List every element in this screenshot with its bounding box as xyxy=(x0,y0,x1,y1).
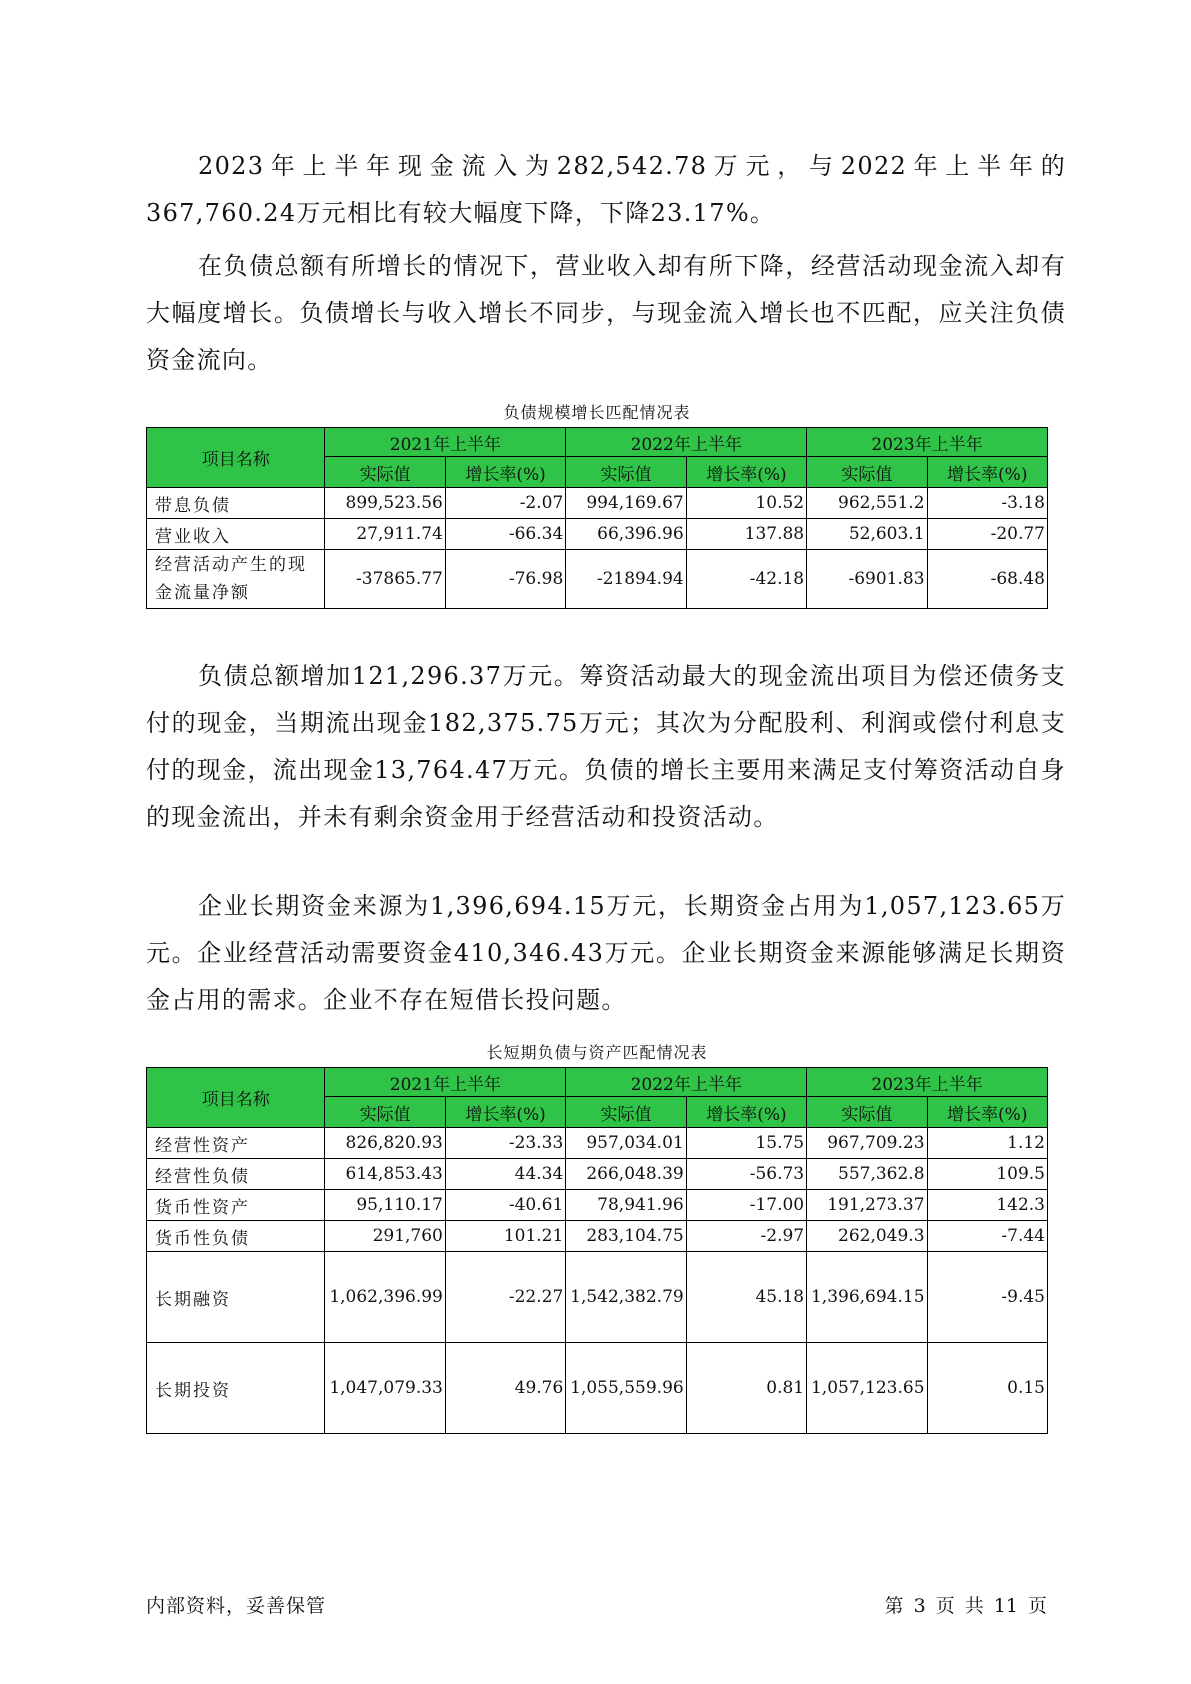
cell-value: 614,853.43 xyxy=(325,1159,445,1190)
cell-value: 283,104.75 xyxy=(566,1221,686,1252)
cell-value: 957,034.01 xyxy=(566,1128,686,1159)
cell-value: -6901.83 xyxy=(807,550,927,609)
footer-page-number: 第 3 页 共 11 页 xyxy=(884,1595,1047,1617)
cell-value: 10.52 xyxy=(686,488,806,519)
cell-value: -56.73 xyxy=(686,1159,806,1190)
cell-value: 962,551.2 xyxy=(807,488,927,519)
cell-value: 15.75 xyxy=(686,1128,806,1159)
header-year-2023: 2023年上半年 xyxy=(807,1068,1048,1097)
cell-value: 66,396.96 xyxy=(566,519,686,550)
cell-value: 95,110.17 xyxy=(325,1190,445,1221)
paragraph-liability-growth: 在负债总额有所增长的情况下，营业收入却有所下降，经营活动现金流入却有大幅度增长。负债增长与收入增长不同步，与现金流入增长也不匹配，应关注负债资金流向。 xyxy=(146,252,1066,374)
row-name: 长期投资 xyxy=(147,1343,325,1434)
cell-value: -66.34 xyxy=(445,519,565,550)
table-row xyxy=(147,1343,1048,1434)
row-name: 货币性负债 xyxy=(147,1221,325,1252)
table-row xyxy=(147,488,1048,519)
cell-value: -20.77 xyxy=(927,519,1047,550)
table-header-row xyxy=(147,428,1048,457)
header-year-2021: 2021年上半年 xyxy=(325,428,566,457)
cell-value: 1,047,079.33 xyxy=(325,1343,445,1434)
cell-value: -68.48 xyxy=(927,550,1047,609)
row-name: 营业收入 xyxy=(147,519,325,550)
header-growth: 增长率(%) xyxy=(445,1097,565,1128)
cell-value: 266,048.39 xyxy=(566,1159,686,1190)
table-row xyxy=(147,1221,1048,1252)
cell-value: 291,760 xyxy=(325,1221,445,1252)
header-growth: 增长率(%) xyxy=(445,457,565,488)
asset-liability-match-table xyxy=(146,1067,1048,1434)
header-growth: 增长率(%) xyxy=(686,1097,806,1128)
header-actual: 实际值 xyxy=(807,457,927,488)
cell-value: -2.07 xyxy=(445,488,565,519)
cell-value: -7.44 xyxy=(927,1221,1047,1252)
header-actual: 实际值 xyxy=(325,1097,445,1128)
cell-value: 52,603.1 xyxy=(807,519,927,550)
header-year-2022: 2022年上半年 xyxy=(566,1068,807,1097)
row-name: 货币性资产 xyxy=(147,1190,325,1221)
cell-value: 1,062,396.99 xyxy=(325,1252,445,1343)
cell-value: 109.5 xyxy=(927,1159,1047,1190)
table2-caption: 长短期负债与资产匹配情况表 xyxy=(486,1043,708,1062)
cell-value: 967,709.23 xyxy=(807,1128,927,1159)
header-actual: 实际值 xyxy=(325,457,445,488)
cell-value: 1,055,559.96 xyxy=(566,1343,686,1434)
paragraph-cash-inflow: 2023年上半年现金流入为282,542.78万元，与2022年上半年的367,760.24万元相比有较大幅度下降，下降23.17%。 xyxy=(146,152,1066,227)
table-row xyxy=(147,1252,1048,1343)
cell-value: 557,362.8 xyxy=(807,1159,927,1190)
row-name: 经营性负债 xyxy=(147,1159,325,1190)
cell-value: -9.45 xyxy=(927,1252,1047,1343)
cell-value: 27,911.74 xyxy=(325,519,445,550)
table-row xyxy=(147,1128,1048,1159)
cell-value: -42.18 xyxy=(686,550,806,609)
cell-value: 49.76 xyxy=(445,1343,565,1434)
paragraph-liability-usage: 负债总额增加121,296.37万元。筹资活动最大的现金流出项目为偿还债务支付的现金，当期流出现金182,375.75万元；其次为分配股利、利润或偿付利息支付的现金，流出现金13,764.47万元。负债的增长主要用来满足支付筹资活动自身的现金流出，并未有剩余资金用于经营活动和投资活动。 xyxy=(146,662,1066,831)
row-name: 经营性资产 xyxy=(147,1128,325,1159)
row-name: 长期融资 xyxy=(147,1252,325,1343)
table-row xyxy=(147,519,1048,550)
table-header-row xyxy=(147,1068,1048,1097)
header-actual: 实际值 xyxy=(566,1097,686,1128)
cell-value: 1,396,694.15 xyxy=(807,1252,927,1343)
cell-value: 0.15 xyxy=(927,1343,1047,1434)
header-item-name: 项目名称 xyxy=(147,428,325,488)
table-row xyxy=(147,550,1048,609)
paragraph-long-term-funds: 企业长期资金来源为1,396,694.15万元，长期资金占用为1,057,123.65万元。企业经营活动需要资金410,346.43万元。企业长期资金来源能够满足长期资金占用的需求。企业不存在短借长投问题。 xyxy=(146,892,1066,1014)
header-item-name: 项目名称 xyxy=(147,1068,325,1128)
header-year-2023: 2023年上半年 xyxy=(807,428,1048,457)
cell-value: 1,542,382.79 xyxy=(566,1252,686,1343)
cell-value: -76.98 xyxy=(445,550,565,609)
row-name: 带息负债 xyxy=(147,488,325,519)
header-year-2022: 2022年上半年 xyxy=(566,428,807,457)
cell-value: -17.00 xyxy=(686,1190,806,1221)
header-growth: 增长率(%) xyxy=(927,457,1047,488)
cell-value: 1,057,123.65 xyxy=(807,1343,927,1434)
table-row xyxy=(147,1159,1048,1190)
cell-value: 101.21 xyxy=(445,1221,565,1252)
cell-value: 78,941.96 xyxy=(566,1190,686,1221)
cell-value: -37865.77 xyxy=(325,550,445,609)
cell-value: 826,820.93 xyxy=(325,1128,445,1159)
cell-value: 137.88 xyxy=(686,519,806,550)
cell-value: -3.18 xyxy=(927,488,1047,519)
cell-value: -21894.94 xyxy=(566,550,686,609)
cell-value: 142.3 xyxy=(927,1190,1047,1221)
cell-value: 0.81 xyxy=(686,1343,806,1434)
cell-value: 45.18 xyxy=(686,1252,806,1343)
cell-value: -40.61 xyxy=(445,1190,565,1221)
cell-value: -2.97 xyxy=(686,1221,806,1252)
cell-value: 262,049.3 xyxy=(807,1221,927,1252)
row-name: 经营活动产生的现金流量净额 xyxy=(147,550,325,609)
header-year-2021: 2021年上半年 xyxy=(325,1068,566,1097)
header-growth: 增长率(%) xyxy=(686,457,806,488)
cell-value: 1.12 xyxy=(927,1128,1047,1159)
cell-value: -22.27 xyxy=(445,1252,565,1343)
table-row xyxy=(147,1190,1048,1221)
header-actual: 实际值 xyxy=(566,457,686,488)
cell-value: 191,273.37 xyxy=(807,1190,927,1221)
header-growth: 增长率(%) xyxy=(927,1097,1047,1128)
cell-value: -23.33 xyxy=(445,1128,565,1159)
footer-confidential-note: 内部资料，妥善保管 xyxy=(146,1595,327,1617)
liability-growth-table xyxy=(146,427,1048,609)
header-actual: 实际值 xyxy=(807,1097,927,1128)
cell-value: 44.34 xyxy=(445,1159,565,1190)
cell-value: 994,169.67 xyxy=(566,488,686,519)
cell-value: 899,523.56 xyxy=(325,488,445,519)
table1-caption: 负债规模增长匹配情况表 xyxy=(503,403,691,422)
